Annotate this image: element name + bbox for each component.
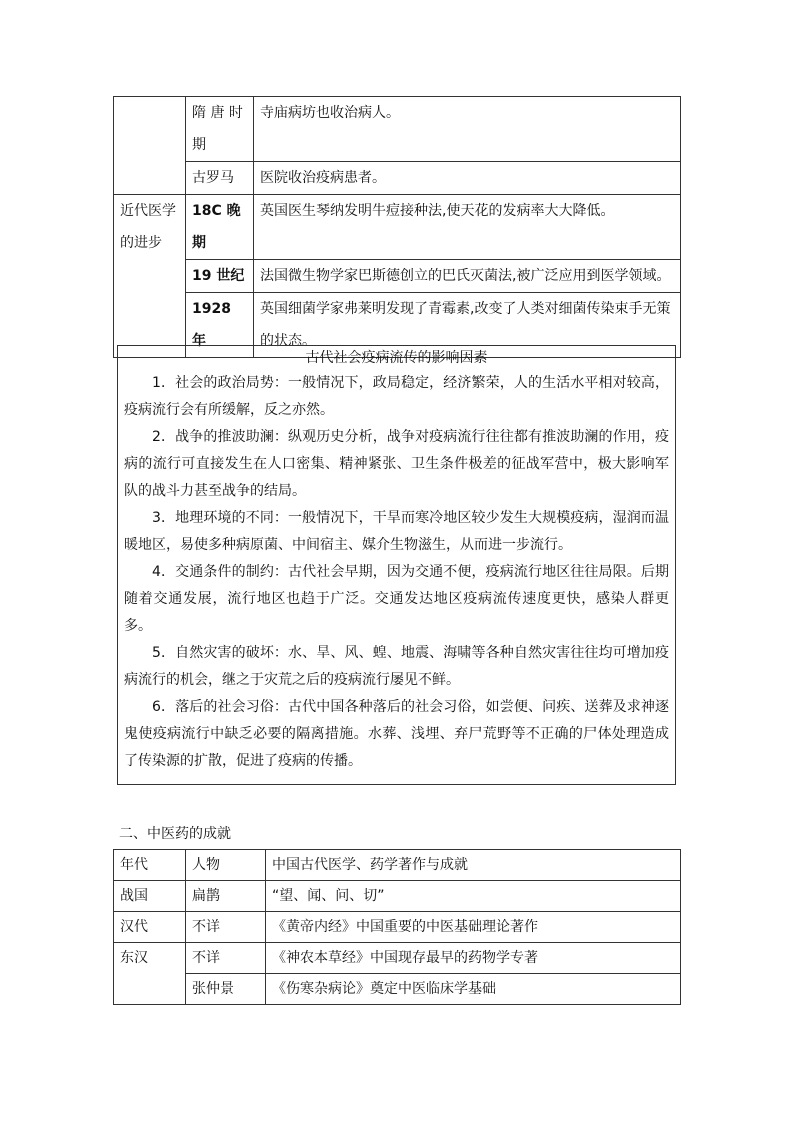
table-row (114, 943, 681, 974)
table-cell-content: 英国医生琴纳发明牛痘接种法,使天花的发病率大大降低。 (254, 195, 681, 260)
table-cell-person: 扁鹊 (186, 881, 266, 912)
factor-item: 6．落后的社会习俗：古代中国各种落后的社会习俗，如尝便、问疾、送葬及求神逐鬼使疫病流行中缺乏必要的隔离措施。水葬、浅埋、弃尸荒野等不正确的尸体处理造成了传染源的扩散，促进了疫病的传播。 (124, 699, 669, 769)
table-cell-work: 《神农本草经》中国现存最早的药物学专著 (266, 943, 681, 974)
factors-box (117, 345, 676, 785)
table-cell-period: 古罗马 (186, 162, 254, 195)
table-row (114, 912, 681, 943)
table-row (114, 974, 681, 1005)
table-cell-group: 近代医学的进步 (114, 195, 186, 358)
medicine-history-table (113, 96, 681, 358)
table-header: 人物 (186, 850, 266, 881)
table-header: 中国古代医学、药学著作与成就 (266, 850, 681, 881)
table-cell-content: 医院收治疫病患者。 (254, 162, 681, 195)
table-cell-content: 寺庙病坊也收治病人。 (254, 97, 681, 162)
factor-item: 3．地理环境的不同：一般情况下，干旱而寒冷地区较少发生大规模疫病，湿润而温暖地区，易使多种病原菌、中间宿主、媒介生物滋生，从而进一步流行。 (124, 510, 669, 553)
table-cell-era: 战国 (114, 881, 186, 912)
factors-title: 古代社会疫病流传的影响因素 (305, 350, 488, 366)
table-cell-era: 东汉 (114, 943, 186, 1005)
table-cell-period: 1928 年 (186, 293, 254, 358)
factor-item: 1．社会的政治局势：一般情况下，政局稳定，经济繁荣，人的生活水平相对较高，疫病流行会有所缓解，反之亦然。 (124, 375, 669, 418)
table-row (114, 881, 681, 912)
table-header: 年代 (114, 850, 186, 881)
table-cell-group (114, 97, 186, 195)
table-cell-period: 18C 晚期 (186, 195, 254, 260)
table-cell-person: 不详 (186, 912, 266, 943)
table-cell-content: 法国微生物学家巴斯德创立的巴氏灭菌法,被广泛应用到医学领域。 (254, 260, 681, 293)
factor-item: 2．战争的推波助澜：纵观历史分析，战争对疫病流行往往都有推波助澜的作用，疫病的流行可直接发生在人口密集、精神紧张、卫生条件极差的征战军营中，极大影响军队的战斗力甚至战争的结局。 (124, 429, 669, 499)
table-cell-work: “望、闻、问、切” (266, 881, 681, 912)
table-cell-person: 张仲景 (186, 974, 266, 1005)
factor-item: 5．自然灾害的破坏：水、旱、风、蝗、地震、海啸等各种自然灾害往往均可增加疫病流行的机会，继之于灾荒之后的疫病流行屡见不鲜。 (124, 645, 669, 688)
table-cell-content: 英国细菌学家弗莱明发现了青霉素,改变了人类对细菌传染束手无策的状态。 (254, 293, 681, 358)
table-cell-work: 《伤寒杂病论》奠定中医临床学基础 (266, 974, 681, 1005)
table-cell-person: 不详 (186, 943, 266, 974)
table-header-row (114, 850, 681, 881)
table-cell-period: 隋 唐 时 期 (186, 97, 254, 162)
tcm-achievements-table (113, 849, 681, 1005)
table-cell-era: 汉代 (114, 912, 186, 943)
section-heading: 二、中医药的成就 (119, 826, 231, 842)
factor-item: 4．交通条件的制约：古代社会早期，因为交通不便，疫病流行地区往往局限。后期随着交通发展，流行地区也趋于广泛。交通发达地区疫病流传速度更快，感染人群更多。 (124, 564, 669, 634)
table-cell-work: 《黄帝内经》中国重要的中医基础理论著作 (266, 912, 681, 943)
table-cell-period: 19 世纪 (186, 260, 254, 293)
